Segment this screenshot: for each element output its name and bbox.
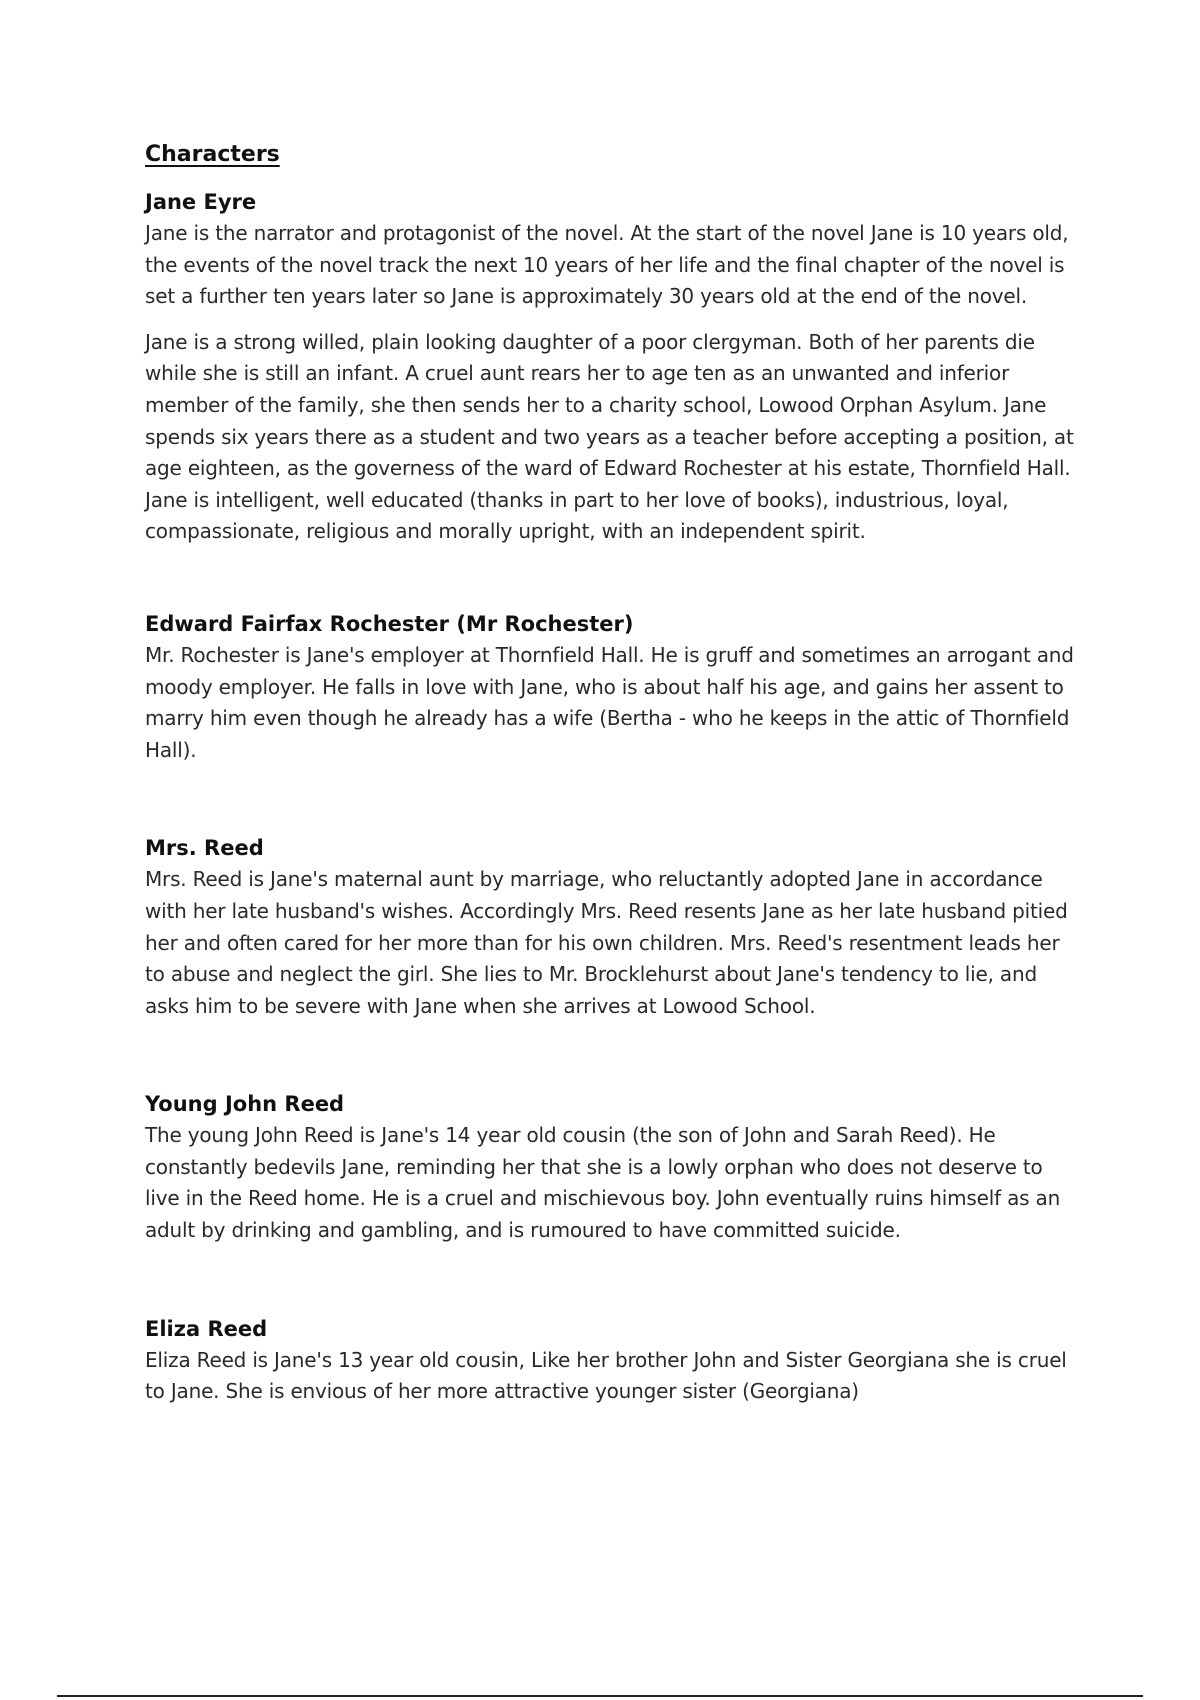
character-description: The young John Reed is Jane's 14 year old cousin (the son of John and Sarah Reed). He constantly bedevils Jane, reminding her that she is a lowly orphan who does not deserve to live in the Reed home. He is a cruel and mischievous boy. John eventually ruins himself as an adult by drinking and gambling, and is rumoured to have committed suicide. [145,1123,1061,1243]
section-title: Characters [145,142,280,167]
character-description: Jane is the narrator and protagonist of the novel. At the start of the novel Jane is 10 years old, the events of the novel track the next 10 years of her life and the final chapter of the novel is set a further ten years later so Jane is approximately 30 years old at the end of the novel. [145,221,1069,309]
character-jane-eyre [145,186,1080,548]
character-young-john-reed [145,1088,1080,1246]
character-description: Mr. Rochester is Jane's employer at Thornfield Hall. He is gruff and sometimes an arrogant and moody employer. He falls in love with Jane, who is about half his age, and gains her assent to marry him even though he already has a wife (Bertha - who he keeps in the attic of Thornfield Hall). [145,642,1074,762]
character-mrs-reed [145,832,1080,1022]
character-name: Mrs. Reed [145,836,264,861]
document-page [145,140,1080,1474]
character-name: Jane Eyre [145,190,257,214]
character-name: Edward Fairfax Rochester (Mr Rochester) [145,611,634,636]
character-description: Mrs. Reed is Jane's maternal aunt by marriage, who reluctantly adopted Jane in accordance with her late husband's wishes. Accordingly Mrs. Reed resents Jane as her late husband pitied her and often cared for her more than for his own children. Mrs. Reed's resentment leads her to abuse and neglect the girl. She lies to Mr. Brocklehurst about Jane's tendency to lie, and asks him to be severe with Jane when she arrives at Lowood School. [145,867,1068,1018]
footer-divider [57,1695,1143,1697]
character-name: Eliza Reed [145,1316,268,1341]
character-description: Jane is a strong willed, plain looking daughter of a poor clergyman. Both of her parents die while she is still an infant. A cruel aunt rears her to age ten as an unwanted and inferior member of the family, she then sends her to a charity school, Lowood Orphan Asylum. Jane spends six years there as a student and two years as a teacher before accepting a position, at age eighteen, as the governess of the ward of Edward Rochester at his estate, Thornfield Hall. Jane is intelligent, well educated (thanks in part to her love of books), industrious, loyal, compassionate, religious and morally upright, with an independent spirit. [145,329,1074,544]
character-eliza-reed [145,1313,1080,1408]
character-edward-rochester [145,608,1080,766]
character-name: Young John Reed [145,1092,345,1117]
character-description: Eliza Reed is Jane's 13 year old cousin, Like her brother John and Sister Georgiana she is cruel to Jane. She is envious of her more attractive younger sister (Georgiana) [145,1347,1067,1404]
